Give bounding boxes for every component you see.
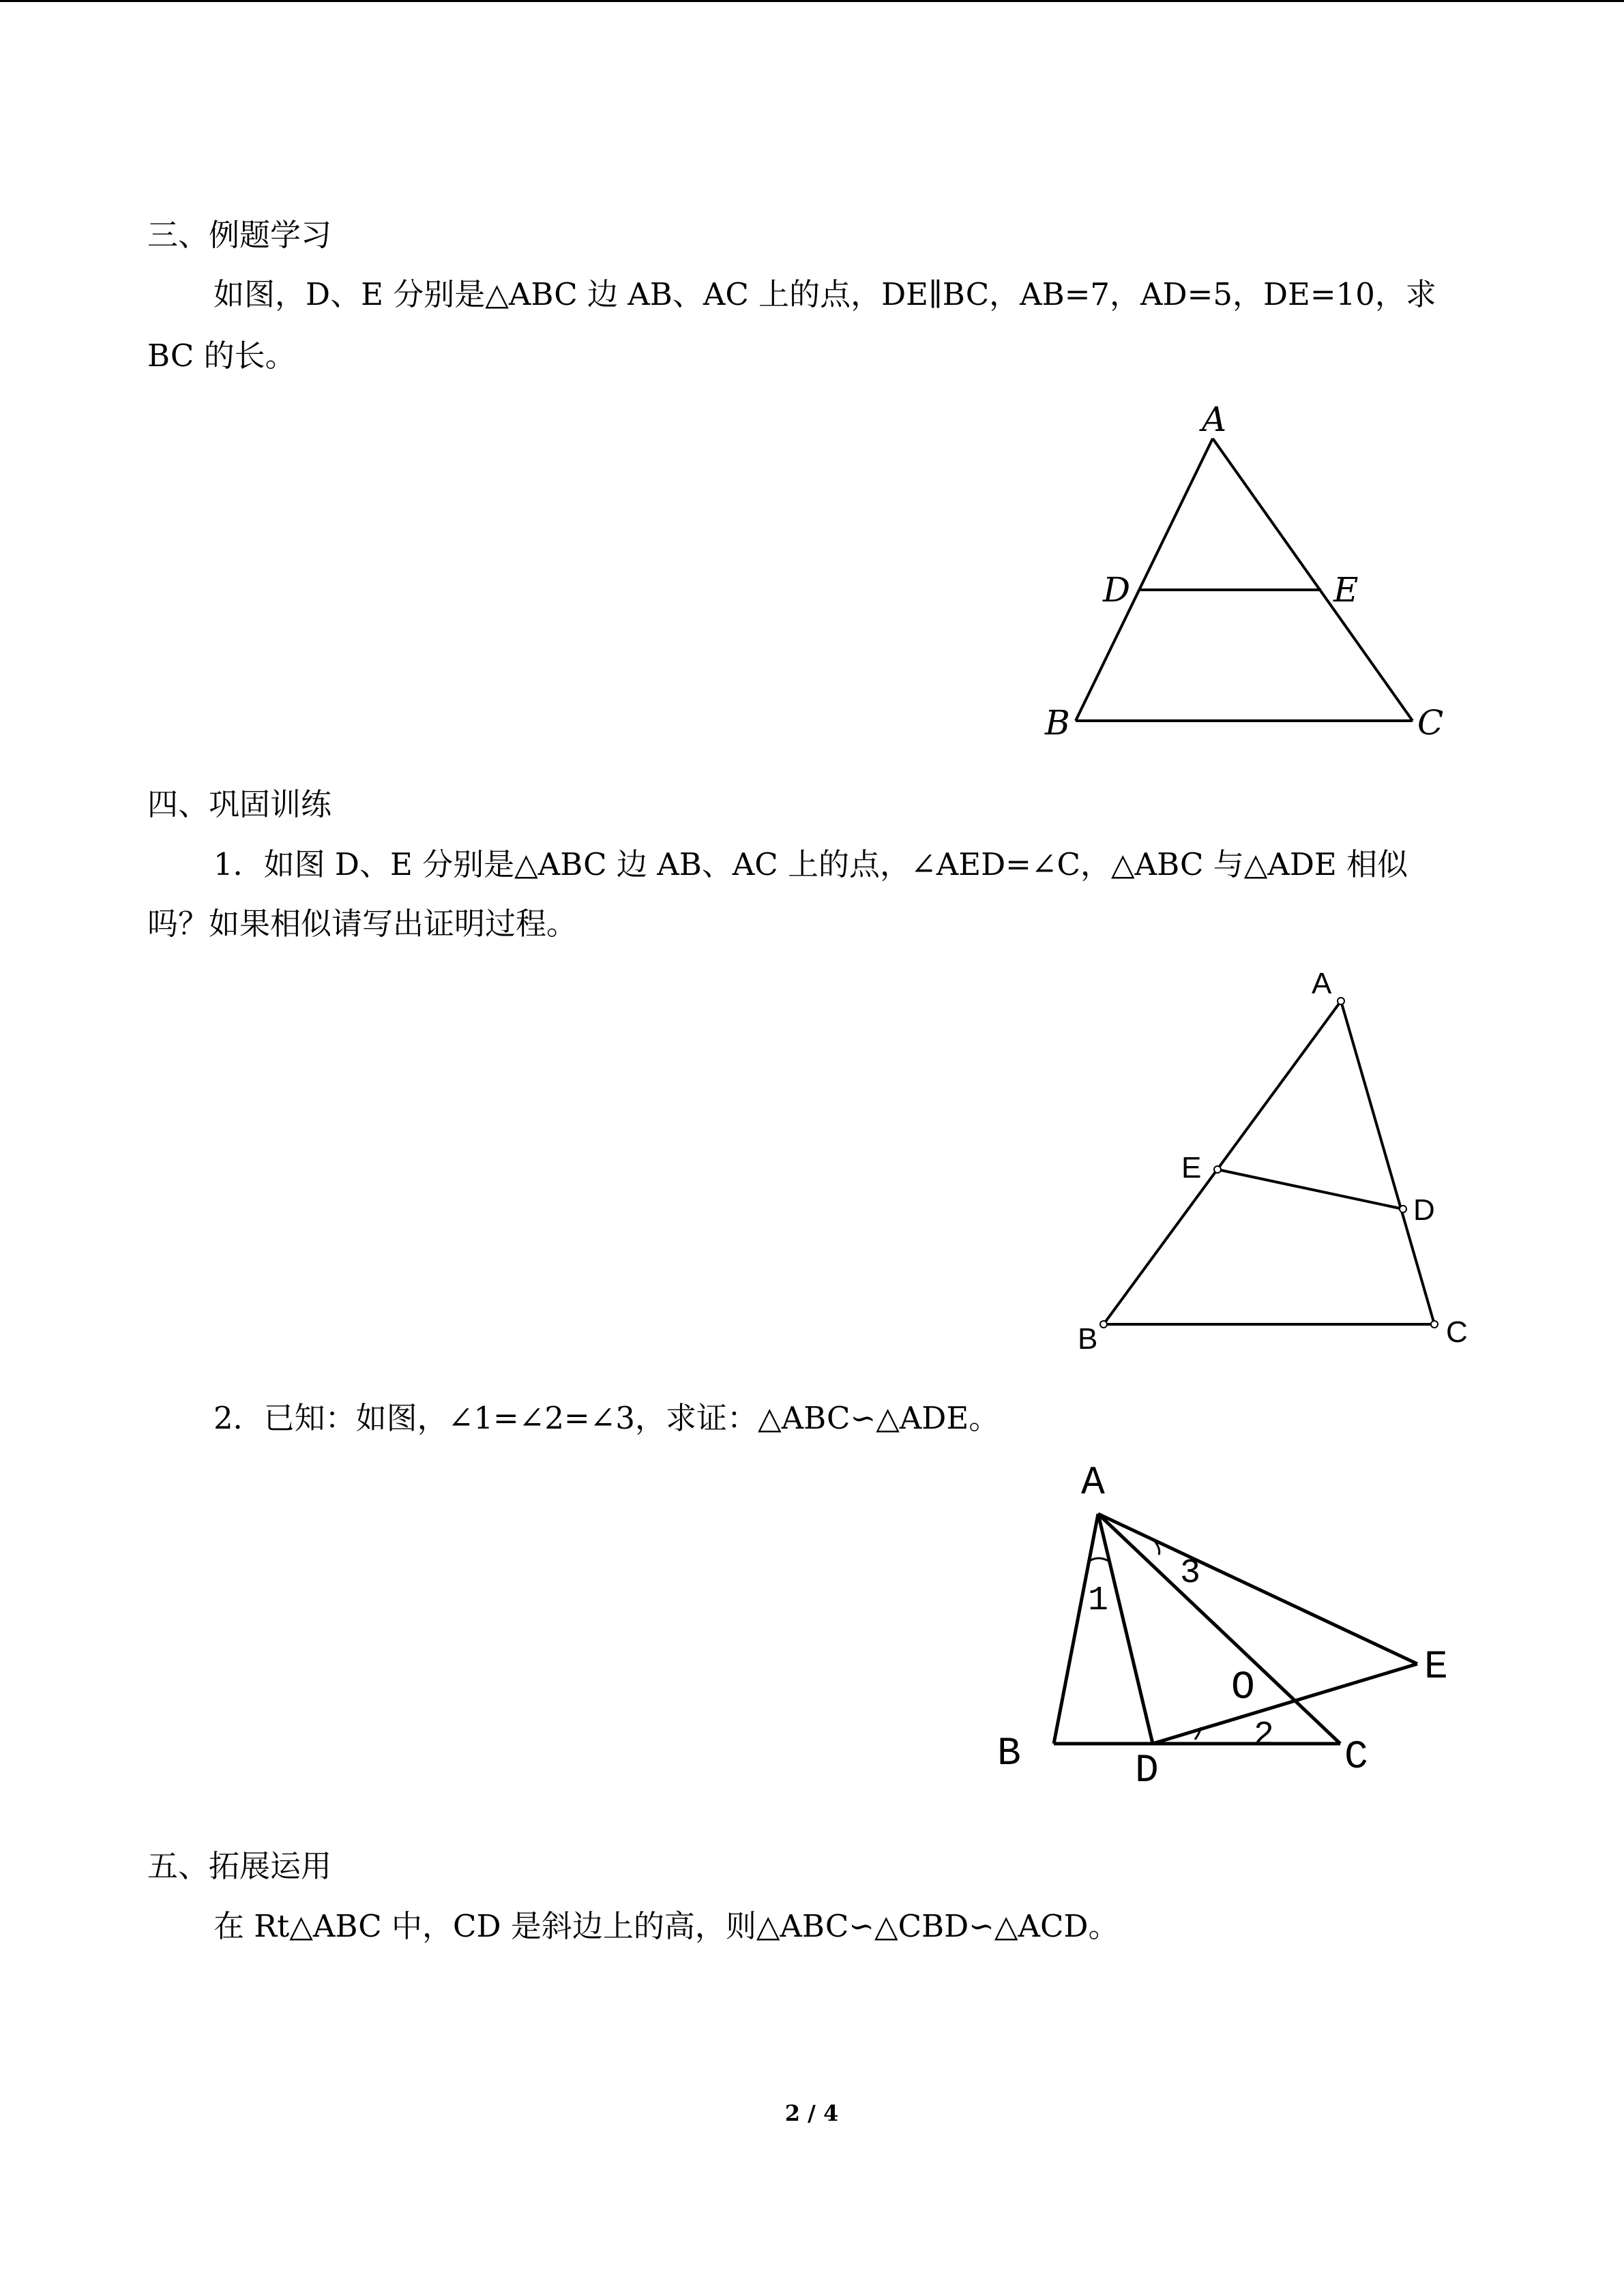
label-a: A — [1202, 400, 1227, 439]
label-e: E — [1424, 1645, 1448, 1690]
label-e: E — [1181, 1151, 1202, 1184]
page-top-border — [0, 0, 1624, 2]
edge-ab — [1104, 1001, 1341, 1324]
label-b: B — [1045, 703, 1070, 743]
point-c — [1431, 1321, 1438, 1328]
label-a: A — [1312, 967, 1332, 1000]
figure-angles-1-2-3 — [982, 1452, 1501, 1814]
section4-heading: 四、巩固训练 — [147, 786, 332, 822]
edge-ab — [1076, 438, 1213, 721]
edge-ac — [1341, 1001, 1434, 1324]
edge-ab — [1054, 1514, 1098, 1744]
section5-text: 在 Rt△ABC 中，CD 是斜边上的高，则△ABC∽△CBD∽△ACD。 — [213, 1908, 1119, 1944]
edge-ac — [1098, 1514, 1340, 1744]
section4-q1-line2: 吗？如果相似请写出证明过程。 — [147, 906, 578, 942]
label-c: C — [1344, 1735, 1368, 1780]
label-b: B — [1078, 1322, 1098, 1356]
label-e: E — [1333, 570, 1359, 610]
point-b — [1100, 1321, 1107, 1328]
label-a: A — [1081, 1461, 1105, 1506]
label-d: D — [1135, 1749, 1159, 1793]
figure-triangle-aed-equals-c — [1064, 955, 1501, 1377]
segment-ed — [1217, 1169, 1403, 1209]
label-b: B — [997, 1732, 1021, 1776]
section5-heading: 五、拓展运用 — [147, 1848, 332, 1884]
label-c: C — [1446, 1315, 1468, 1349]
label-d: D — [1413, 1193, 1435, 1227]
label-c: C — [1417, 703, 1444, 743]
page-number: 2 / 4 — [784, 2100, 839, 2126]
edge-ac — [1213, 438, 1413, 721]
point-d — [1400, 1206, 1406, 1212]
section3-problem-line2: BC 的长。 — [147, 338, 296, 374]
angle-1-arc — [1089, 1558, 1110, 1562]
segment-de — [1153, 1664, 1417, 1744]
label-o: O — [1231, 1666, 1255, 1710]
segment-ae — [1098, 1514, 1417, 1664]
label-angle-2: 2 — [1254, 1716, 1275, 1755]
section3-heading: 三、例题学习 — [147, 217, 332, 253]
label-d: D — [1103, 570, 1131, 610]
point-a — [1338, 998, 1344, 1004]
figure-triangle-de-parallel-bc — [1023, 396, 1501, 750]
section4-q1-line1: 1．如图 D、E 分别是△ABC 边 AB、AC 上的点，∠AED=∠C，△ABC 与△ADE 相似 — [213, 846, 1408, 882]
label-angle-3: 3 — [1180, 1554, 1201, 1593]
point-e — [1214, 1166, 1221, 1173]
section4-q2-line: 2．已知：如图，∠1=∠2=∠3，求证：△ABC∽△ADE。 — [213, 1400, 1000, 1436]
section3-problem-line1: 如图，D、E 分别是△ABC 边 AB、AC 上的点，DE∥BC，AB=7，AD=5，DE=10，求 — [213, 276, 1436, 312]
label-angle-1: 1 — [1088, 1581, 1109, 1620]
segment-ad — [1098, 1514, 1153, 1744]
